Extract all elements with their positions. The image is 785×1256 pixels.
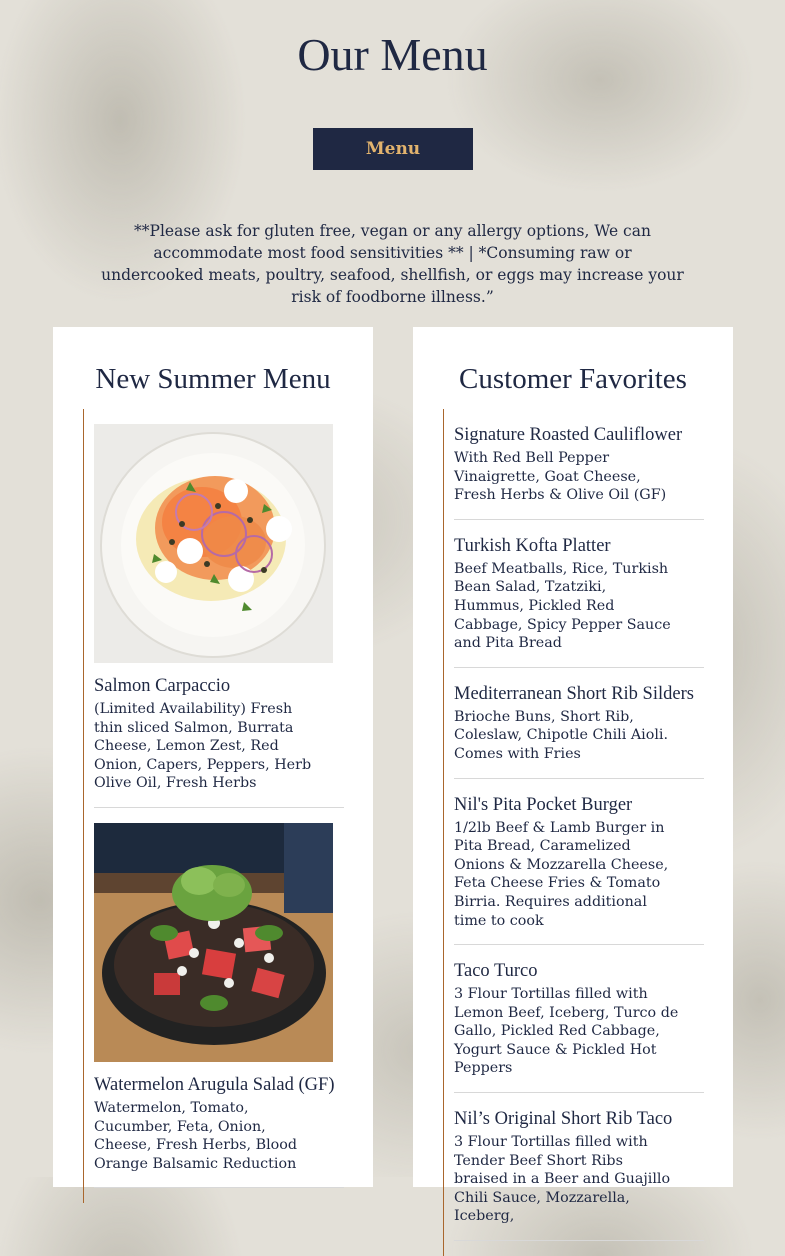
- item-name: Turkish Kofta Platter: [454, 535, 611, 556]
- menu-item: [454, 960, 704, 1093]
- item-description: Watermelon, Tomato, Cucumber, Feta, Onion, Cheese, Fresh Herbs, Blood Orange Balsamic Reduction: [94, 1099, 298, 1172]
- item-description: 3 Flour Tortillas filled with Lemon Beef, Iceberg, Turco de Gallo, Pickled Red Cabbage, Yogurt Sauce & Pickled Hot Peppers: [454, 986, 679, 1077]
- menu-item: [454, 424, 704, 520]
- menu-button[interactable]: Menu: [313, 128, 473, 170]
- new-summer-menu-panel: [53, 327, 373, 1187]
- item-description: With Red Bell Pepper Vinaigrette, Goat Cheese, Fresh Herbs & Olive Oil (GF): [454, 450, 667, 504]
- panel-title-new-summer-menu: New Summer Menu: [95, 363, 331, 395]
- item-description: 3 Flour Tortillas filled with Tender Beef Short Ribs braised in a Beer and Guajillo Chili Sauce, Mozzarella, Iceberg,: [454, 1134, 671, 1225]
- item-name: Nil’s Original Short Rib Taco: [454, 1109, 673, 1130]
- item-name: Signature Roasted Cauliflower: [454, 425, 683, 445]
- menu-item-list: [83, 409, 344, 1203]
- item-name: Nil's Pita Pocket Burger: [454, 794, 633, 815]
- item-description: (Limited Availability) Fresh thin sliced Salmon, Burrata Cheese, Lemon Zest, Red Onion, Capers, Peppers, Herb Olive Oil, Fresh Herbs: [94, 701, 312, 792]
- item-description: 1/2lb Beef & Lamb Burger in Pita Bread, Caramelized Onions & Mozzarella Cheese, Feta Cheese Fries & Tomato Birria. Requires additional time to cook: [454, 819, 669, 929]
- menu-item: [454, 1108, 704, 1241]
- item-name: Salmon Carpaccio: [94, 676, 231, 696]
- item-description: Brioche Buns, Short Rib, Coleslaw, Chipotle Chili Aioli. Comes with Fries: [454, 708, 669, 762]
- item-name: Mediterranean Short Rib Silders: [454, 683, 694, 704]
- item-name: Taco Turco: [454, 961, 538, 982]
- menu-item: [94, 424, 344, 808]
- page-title: Our Menu: [297, 29, 488, 80]
- watermelon-salad-photo: [94, 823, 333, 1062]
- menu-item: [454, 535, 704, 668]
- menu-item: [454, 683, 704, 779]
- item-description: Beef Meatballs, Rice, Turkish Bean Salad, Tzatziki, Hummus, Pickled Red Cabbage, Spicy Pepper Sauce and Pita Bread: [454, 560, 671, 652]
- customer-favorites-panel: [413, 327, 733, 1225]
- panel-title-customer-favorites: Customer Favorites: [459, 363, 687, 395]
- menu-item: [454, 794, 704, 946]
- salmon-carpaccio-photo: [94, 424, 333, 663]
- item-name: Watermelon Arugula Salad (GF): [94, 1074, 335, 1095]
- menu-item-list: [443, 409, 704, 1256]
- menu-item: [94, 823, 344, 1188]
- allergy-notice: **Please ask for gluten free, vegan or any allergy options, We can accommodate most food sensitivities ** | *Consuming raw or undercooked meats, poultry, seafood, shellfish, or eggs may increase your risk of foodborne illness.”: [101, 222, 684, 306]
